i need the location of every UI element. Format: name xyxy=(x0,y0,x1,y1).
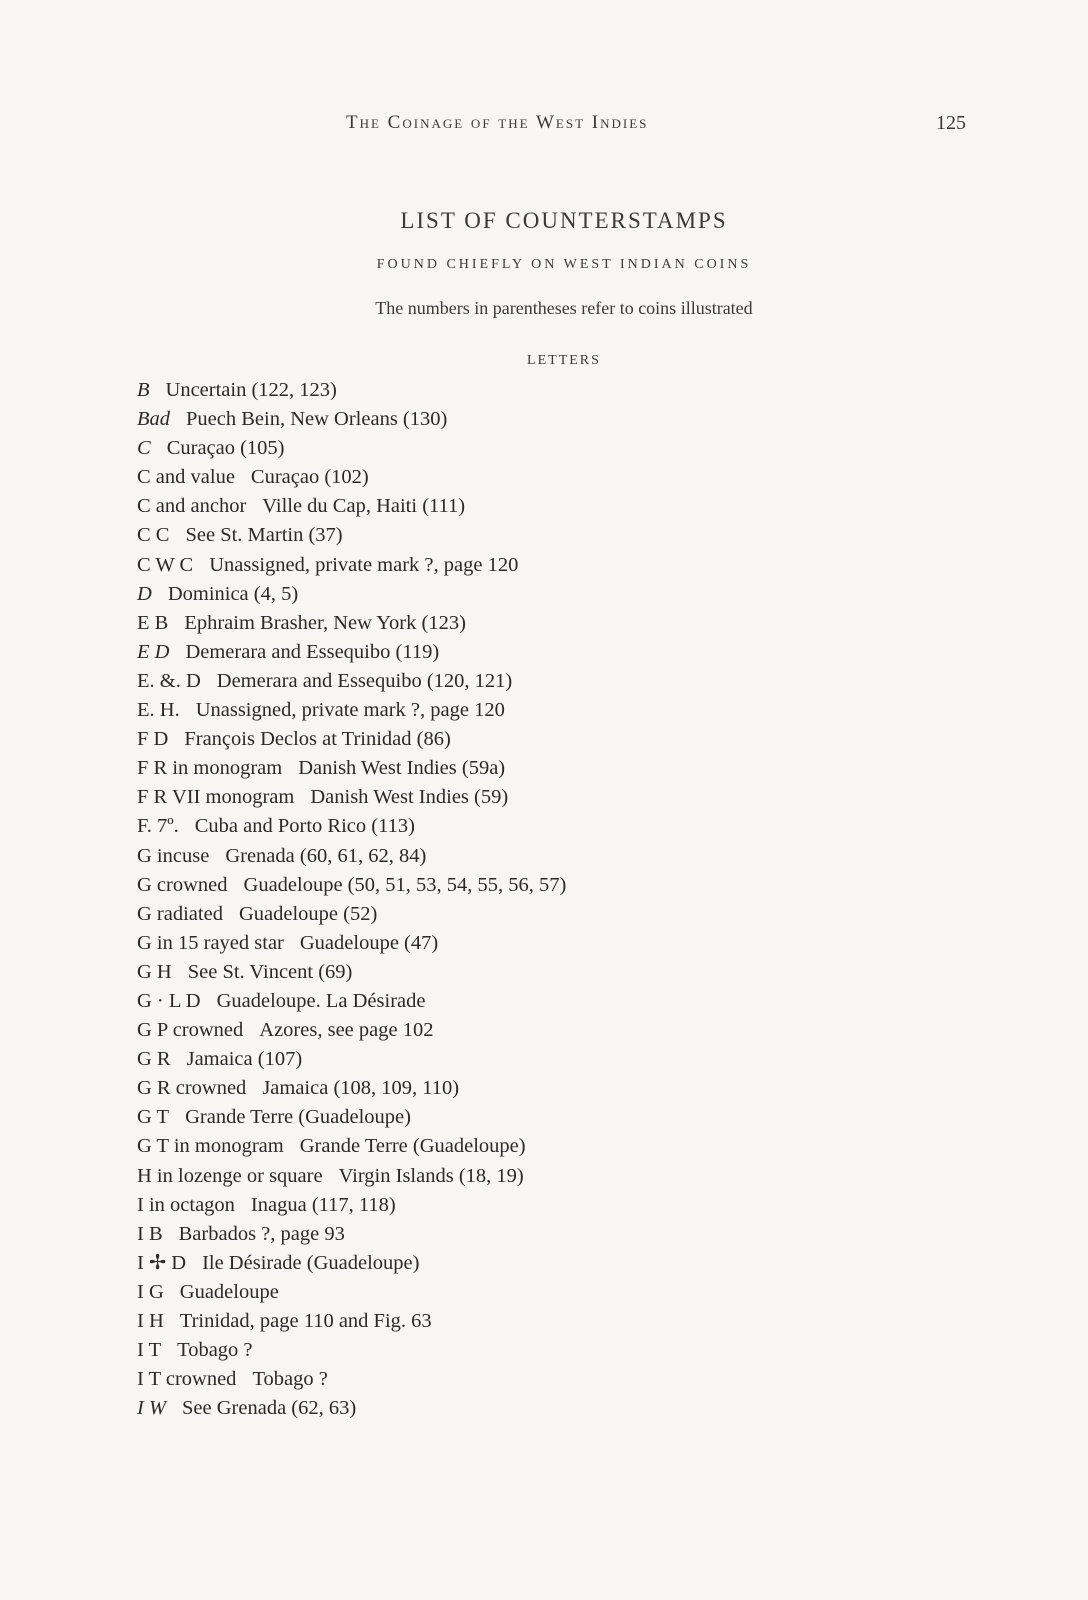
list-item xyxy=(137,376,1037,405)
section-heading: LETTERS xyxy=(527,353,601,368)
counterstamp-description: François Declos at Trinidad (86) xyxy=(184,728,451,751)
page-title: LIST OF COUNTERSTAMPS xyxy=(400,208,728,233)
counterstamp-description: Grenada (60, 61, 62, 84) xyxy=(225,844,427,867)
counterstamp-mark: E. &. D xyxy=(137,669,201,692)
counterstamp-description: See Grenada (62, 63) xyxy=(182,1397,357,1420)
counterstamp-mark: I ✢ D xyxy=(137,1251,187,1274)
counterstamp-description: Demerara and Essequibo (119) xyxy=(185,640,440,663)
counterstamp-description: Azores, see page 102 xyxy=(259,1019,434,1042)
counterstamp-mark: Bad xyxy=(137,408,171,431)
counterstamp-mark: B xyxy=(137,379,150,401)
list-item xyxy=(137,725,1037,754)
counterstamp-mark: E B xyxy=(137,611,169,634)
counterstamp-description: See St. Martin (37) xyxy=(185,524,343,547)
counterstamp-description: Jamaica (107) xyxy=(186,1048,303,1071)
counterstamp-description: Dominica (4, 5) xyxy=(167,582,299,605)
counterstamp-description: Curaçao (105) xyxy=(166,437,285,460)
counterstamp-mark: G R crowned xyxy=(137,1077,247,1100)
counterstamp-mark: I in octagon xyxy=(137,1193,235,1216)
counterstamp-mark: G radiated xyxy=(137,902,223,925)
counterstamp-mark: C xyxy=(137,437,151,460)
counterstamp-mark: I H xyxy=(137,1310,164,1332)
list-item xyxy=(137,463,1037,492)
list-item xyxy=(137,1336,1037,1365)
counterstamp-description: Danish West Indies (59a) xyxy=(298,757,506,780)
counterstamp-mark: G · L D xyxy=(137,989,201,1012)
list-item xyxy=(137,987,1037,1016)
counterstamp-description: Ville du Cap, Haiti (111) xyxy=(262,495,466,518)
counterstamp-mark: C and value xyxy=(137,466,235,489)
counterstamp-mark: H in lozenge or square xyxy=(137,1164,323,1187)
list-item xyxy=(137,871,1037,900)
counterstamp-description: Demerara and Essequibo (120, 121) xyxy=(216,669,513,692)
counterstamp-description: Virgin Islands (18, 19) xyxy=(338,1164,524,1187)
counterstamp-mark: F R in monogram xyxy=(137,757,283,780)
counterstamp-description: Trinidad, page 110 and Fig. 63 xyxy=(179,1310,432,1332)
counterstamp-mark: I W xyxy=(137,1397,167,1420)
list-item xyxy=(137,492,1037,521)
counterstamp-mark: G crowned xyxy=(137,873,228,896)
list-item xyxy=(137,1074,1037,1103)
counterstamp-mark: F R VII monogram xyxy=(137,786,295,809)
counterstamp-description: Tobago ? xyxy=(177,1339,253,1362)
list-item xyxy=(137,1016,1037,1045)
list-item xyxy=(137,551,1037,580)
counterstamp-mark: G T in monogram xyxy=(137,1135,284,1158)
list-item xyxy=(137,521,1037,550)
counterstamp-description: Unassigned, private mark ?, page 120 xyxy=(209,553,519,576)
counterstamp-description: Grande Terre (Guadeloupe) xyxy=(299,1135,526,1158)
list-item xyxy=(137,1162,1037,1191)
list-item xyxy=(137,1365,1037,1394)
counterstamp-mark: G in 15 rayed star xyxy=(137,931,284,954)
counterstamp-description: Guadeloupe xyxy=(179,1280,279,1303)
page-subtitle: FOUND CHIEFLY ON WEST INDIAN COINS xyxy=(376,257,752,272)
counterstamp-mark: G T xyxy=(137,1106,170,1129)
counterstamp-list xyxy=(137,376,1037,1423)
counterstamp-mark: G P crowned xyxy=(137,1019,244,1042)
counterstamp-description: Guadeloupe (47) xyxy=(299,931,439,954)
counterstamp-mark: F. 7º. xyxy=(137,815,179,838)
list-item xyxy=(137,1249,1037,1278)
counterstamp-mark: E D xyxy=(137,640,170,663)
list-item xyxy=(137,1132,1037,1161)
counterstamp-mark: I T crowned xyxy=(137,1368,237,1391)
counterstamp-mark: C and anchor xyxy=(137,495,247,518)
list-item xyxy=(137,900,1037,929)
counterstamp-mark: I B xyxy=(137,1222,163,1245)
counterstamp-description: Guadeloupe (52) xyxy=(238,902,378,925)
counterstamp-description: Guadeloupe (50, 51, 53, 54, 55, 56, 57) xyxy=(243,873,567,896)
counterstamp-mark: F D xyxy=(137,728,169,751)
counterstamp-description: Puech Bein, New Orleans (130) xyxy=(186,408,448,431)
list-item xyxy=(137,783,1037,812)
list-item xyxy=(137,754,1037,783)
list-item xyxy=(137,696,1037,725)
list-item xyxy=(137,1191,1037,1220)
list-item xyxy=(137,1278,1037,1307)
explanatory-note: The numbers in parentheses refer to coins illustrated xyxy=(375,298,753,318)
counterstamp-description: Tobago ? xyxy=(252,1368,328,1391)
list-item xyxy=(137,638,1037,667)
counterstamp-description: Cuba and Porto Rico (113) xyxy=(194,815,415,838)
list-item xyxy=(137,958,1037,987)
list-item xyxy=(137,1045,1037,1074)
list-item xyxy=(137,1394,1037,1423)
list-item xyxy=(137,812,1037,841)
list-item xyxy=(137,1103,1037,1132)
list-item xyxy=(137,1307,1037,1336)
list-item xyxy=(137,580,1037,609)
counterstamp-description: Unassigned, private mark ?, page 120 xyxy=(195,699,505,722)
counterstamp-mark: C W C xyxy=(137,553,194,576)
list-item xyxy=(137,929,1037,958)
list-item xyxy=(137,667,1037,696)
counterstamp-description: Barbados ?, page 93 xyxy=(178,1222,345,1245)
list-item xyxy=(137,609,1037,638)
counterstamp-description: Ephraim Brasher, New York (123) xyxy=(184,611,466,634)
counterstamp-mark: G incuse xyxy=(137,844,210,867)
counterstamp-mark: G R xyxy=(137,1048,171,1071)
counterstamp-mark: D xyxy=(137,582,152,605)
counterstamp-mark: C C xyxy=(137,524,170,547)
counterstamp-description: Inagua (117, 118) xyxy=(250,1193,396,1216)
counterstamp-description: Jamaica (108, 109, 110) xyxy=(262,1077,460,1100)
counterstamp-mark: I G xyxy=(137,1280,164,1303)
list-item xyxy=(137,842,1037,871)
list-item xyxy=(137,1220,1037,1249)
counterstamp-description: Uncertain (122, 123) xyxy=(165,379,337,401)
counterstamp-mark: I T xyxy=(137,1339,162,1362)
running-title: The Coinage of the West Indies xyxy=(346,112,649,133)
list-item xyxy=(137,405,1037,434)
counterstamp-description: See St. Vincent (69) xyxy=(187,960,353,983)
counterstamp-mark: G H xyxy=(137,960,172,983)
counterstamp-description: Guadeloupe. La Désirade xyxy=(216,989,426,1012)
counterstamp-description: Ile Désirade (Guadeloupe) xyxy=(202,1251,420,1274)
page-number: 125 xyxy=(936,112,966,134)
counterstamp-description: Curaçao (102) xyxy=(250,466,369,489)
list-item xyxy=(137,434,1037,463)
counterstamp-mark: E. H. xyxy=(137,699,180,722)
counterstamp-description: Danish West Indies (59) xyxy=(310,786,509,809)
counterstamp-description: Grande Terre (Guadeloupe) xyxy=(185,1106,411,1129)
